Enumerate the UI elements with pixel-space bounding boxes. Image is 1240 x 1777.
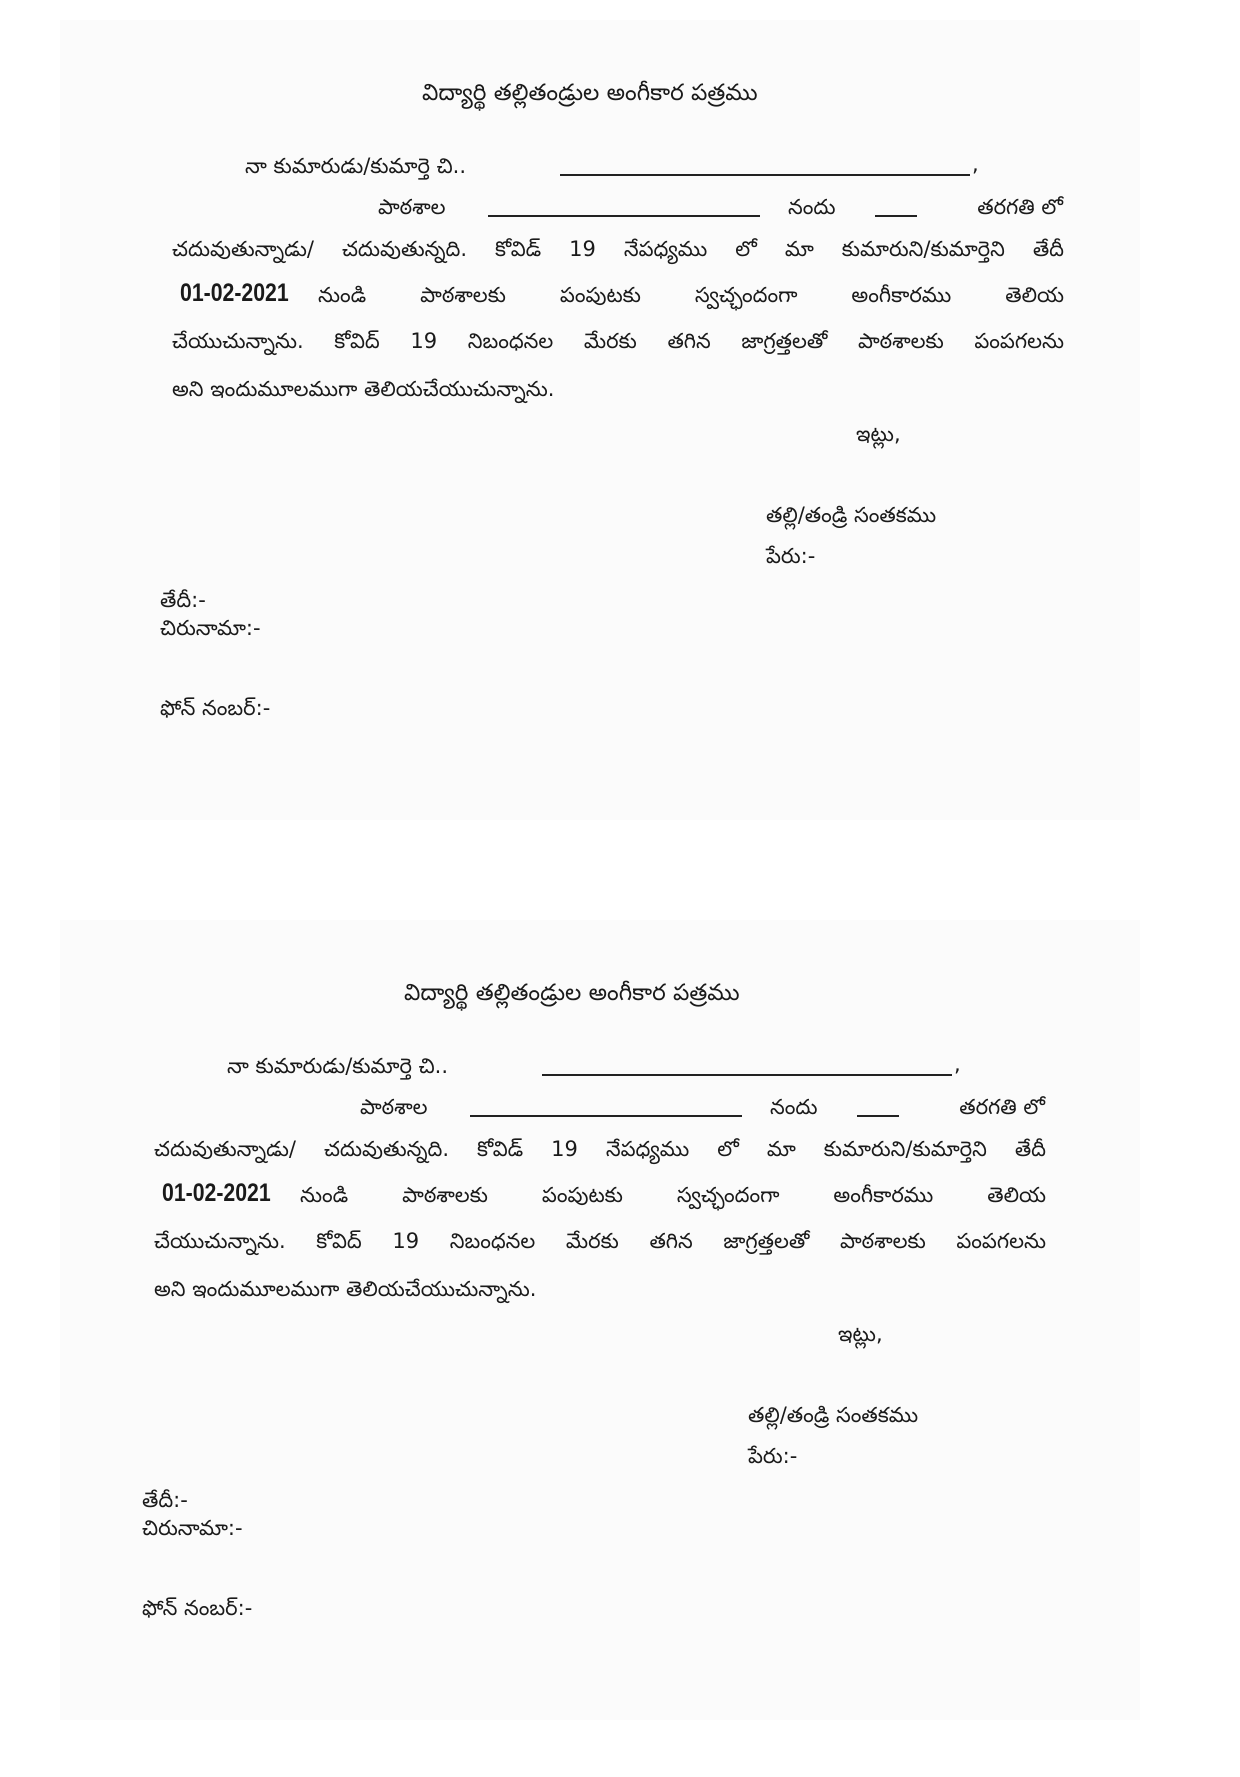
date-label: తేదీ:- xyxy=(160,588,206,612)
body-line-6: అని ఇందుమూలముగా తెలియచేయుచున్నాను. xyxy=(172,377,555,401)
school-label: పాఠశాల xyxy=(360,1095,428,1119)
body-line-4: నుండి పాఠశాలకు పంపుటకు స్వచ్ఛందంగా అంగీకారము తెలియ xyxy=(318,283,1064,307)
child-name-blank xyxy=(560,174,970,176)
closing: ఇట్లు, xyxy=(838,1322,883,1346)
body-line-5: చేయుచున్నాను. కోవిద్ 19 నిబంధనల మేరకు తగిన జాగ్రత్తలతో పాఠశాలకు పంపగలను xyxy=(154,1229,1046,1253)
closing: ఇట్లు, xyxy=(856,422,901,446)
date-value: 01-02-2021 xyxy=(162,1179,271,1207)
school-label: పాఠశాల xyxy=(378,195,446,219)
consent-form-copy-2 xyxy=(0,900,1240,1777)
date-label: తేదీ:- xyxy=(142,1488,188,1512)
nandu-label: నందు xyxy=(770,1095,818,1119)
child-name-blank xyxy=(542,1074,952,1076)
phone-label: ఫోన్ నంబర్:- xyxy=(160,696,271,720)
name-label: పేరు:- xyxy=(766,544,816,568)
comma: , xyxy=(954,1052,961,1076)
comma: , xyxy=(972,152,979,176)
signature-label: తల్లి/తండ్రి సంతకము xyxy=(748,1403,919,1427)
body-line-5: చేయుచున్నాను. కోవిద్ 19 నిబంధనల మేరకు తగిన జాగ్రత్తలతో పాఠశాలకు పంపగలను xyxy=(172,329,1064,353)
body-line-3: చదువుతున్నాడు/ చదువుతున్నది. కోవిడ్ 19 నేపధ్యము లో మా కుమారుని/కుమార్తెని తేదీ xyxy=(154,1137,1046,1161)
consent-form-copy-1 xyxy=(0,0,1240,877)
class-blank xyxy=(875,215,917,217)
form-title: విద్యార్థి తల్లితండ్రుల అంగీకార పత్రము xyxy=(422,80,758,106)
child-name-label: నా కుమారుడు/కుమార్తె చి.. xyxy=(227,1054,449,1078)
date-value: 01-02-2021 xyxy=(180,279,289,307)
class-label: తరగతి లో xyxy=(977,195,1063,219)
child-name-label: నా కుమారుడు/కుమార్తె చి.. xyxy=(245,154,467,178)
form-title: విద్యార్థి తల్లితండ్రుల అంగీకార పత్రము xyxy=(404,980,740,1006)
class-label: తరగతి లో xyxy=(959,1095,1045,1119)
address-label: చిరునామా:- xyxy=(160,616,261,640)
nandu-label: నందు xyxy=(788,195,836,219)
phone-label: ఫోన్ నంబర్:- xyxy=(142,1596,253,1620)
school-name-blank xyxy=(470,1115,742,1117)
school-name-blank xyxy=(488,215,760,217)
body-line-3: చదువుతున్నాడు/ చదువుతున్నది. కోవిడ్ 19 నేపధ్యము లో మా కుమారుని/కుమార్తెని తేదీ xyxy=(172,237,1064,261)
address-label: చిరునామా:- xyxy=(142,1516,243,1540)
signature-label: తల్లి/తండ్రి సంతకము xyxy=(766,503,937,527)
body-line-4: నుండి పాఠశాలకు పంపుటకు స్వచ్ఛందంగా అంగీకారము తెలియ xyxy=(300,1183,1046,1207)
body-line-6: అని ఇందుమూలముగా తెలియచేయుచున్నాను. xyxy=(154,1277,537,1301)
class-blank xyxy=(857,1115,899,1117)
name-label: పేరు:- xyxy=(748,1444,798,1468)
